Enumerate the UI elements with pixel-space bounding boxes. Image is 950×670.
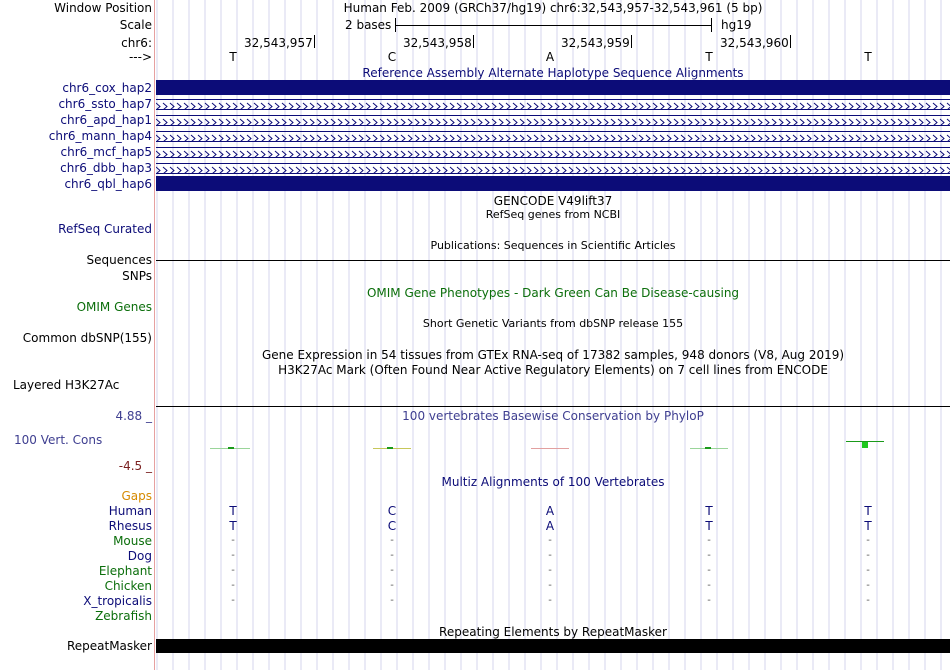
refseq-track-subtitle: RefSeq genes from NCBI — [485, 208, 621, 221]
omim-track-title[interactable]: OMIM Gene Phenotypes - Dark Green Can Be Disease-causing — [366, 286, 740, 300]
haplotype-label-chr6_cox_hap2[interactable]: chr6_cox_hap2 — [62, 81, 152, 95]
scale-bar — [395, 18, 712, 32]
gtex-track-title[interactable]: Gene Expression in 54 tissues from GTEx RNA-seq of 17382 samples, 948 donors (V8, Aug 2019) — [261, 348, 845, 362]
alignment-base: - — [390, 535, 394, 546]
repeatmasker-bar[interactable] — [156, 639, 950, 653]
alignment-base: T — [229, 519, 237, 533]
gaps-label[interactable]: Gaps — [121, 489, 152, 503]
alignment-base: - — [548, 550, 552, 561]
haplotype-alignment-chr6_mann_hap4[interactable] — [156, 131, 950, 142]
haplotype-label-chr6_mann_hap4[interactable]: chr6_mann_hap4 — [48, 129, 152, 143]
haplotype-block-chr6_qbl_hap6[interactable] — [156, 176, 950, 191]
alignment-base: - — [866, 535, 870, 546]
species-label-rhesus[interactable]: Rhesus — [108, 519, 152, 533]
alignment-base: - — [707, 580, 711, 591]
scale-assembly: hg19 — [721, 18, 752, 32]
repeatmasker-track-title[interactable]: Repeating Elements by RepeatMasker — [439, 625, 667, 639]
window-position-label: Window Position — [54, 1, 152, 15]
conservation-max-label: 4.88 _ — [115, 409, 152, 423]
omim-genes-label[interactable]: OMIM Genes — [76, 300, 152, 314]
conservation-label[interactable]: 100 Vert. Cons — [14, 433, 103, 447]
alignment-base: T — [229, 504, 237, 518]
ruler-position-2: 32,543,958 — [403, 36, 472, 50]
conservation-peak — [862, 442, 868, 448]
species-label-mouse[interactable]: Mouse — [113, 534, 152, 548]
ruler-tick — [314, 35, 315, 48]
alignment-base: - — [866, 580, 870, 591]
window-position-value: Human Feb. 2009 (GRCh37/hg19) chr6:32,543,957-32,543,961 (5 bp) — [343, 1, 763, 15]
alignment-base: T — [864, 504, 872, 518]
reference-base: T — [229, 50, 237, 64]
ruler-position-1: 32,543,957 — [244, 36, 313, 50]
haplotype-label-chr6_apd_hap1[interactable]: chr6_apd_hap1 — [60, 113, 152, 127]
ruler-position-3: 32,543,959 — [561, 36, 630, 50]
sequences-line — [156, 260, 950, 261]
scale-value: 2 bases — [345, 18, 392, 32]
haplotype-label-chr6_ssto_hap7[interactable]: chr6_ssto_hap7 — [58, 97, 152, 111]
ruler-tick — [631, 35, 632, 48]
alignment-base: - — [707, 535, 711, 546]
ruler-tick — [473, 35, 474, 48]
common-dbsnp-label[interactable]: Common dbSNP(155) — [22, 331, 152, 345]
species-label-chicken[interactable]: Chicken — [104, 579, 152, 593]
reference-base: T — [705, 50, 713, 64]
alignment-base: T — [705, 519, 713, 533]
haplotype-alignment-chr6_apd_hap1[interactable] — [156, 115, 950, 126]
alignment-base: - — [231, 535, 235, 546]
reference-base: T — [864, 50, 872, 64]
alignment-base: - — [231, 580, 235, 591]
alignment-base: C — [387, 519, 397, 533]
alignment-base: - — [231, 550, 235, 561]
alignment-base: - — [548, 565, 552, 576]
strand-label: ---> — [128, 50, 152, 64]
conservation-mark — [387, 447, 393, 449]
chrom-label: chr6: — [121, 36, 152, 50]
reference-base: A — [545, 50, 555, 64]
layered-h3k27ac-label[interactable]: Layered H3K27Ac — [13, 378, 120, 392]
species-label-dog[interactable]: Dog — [127, 549, 152, 563]
repeatmasker-label[interactable]: RepeatMasker — [66, 639, 152, 653]
alignment-base: - — [390, 550, 394, 561]
dbsnp-track-subtitle: Short Genetic Variants from dbSNP release 155 — [422, 317, 684, 330]
haplotype-label-chr6_qbl_hap6[interactable]: chr6_qbl_hap6 — [64, 177, 152, 191]
alignment-base: - — [866, 595, 870, 606]
alignment-base: - — [707, 565, 711, 576]
species-label-x_tropicalis[interactable]: X_tropicalis — [83, 594, 152, 608]
alignment-base: - — [707, 595, 711, 606]
left-border — [154, 0, 155, 670]
alignment-base: A — [545, 519, 555, 533]
haplotype-alignment-chr6_ssto_hap7[interactable] — [156, 99, 950, 110]
conservation-mark — [228, 447, 234, 449]
scale-label: Scale — [119, 18, 152, 32]
h3k27ac-track-title[interactable]: H3K27Ac Mark (Often Found Near Active Regulatory Elements) on 7 cell lines from ENCODE — [278, 363, 828, 377]
haplotype-alignment-chr6_mcf_hap5[interactable] — [156, 147, 950, 158]
alignment-base: - — [866, 550, 870, 561]
alignment-base: - — [866, 565, 870, 576]
haplotype-label-chr6_dbb_hap3[interactable]: chr6_dbb_hap3 — [60, 161, 152, 175]
gencode-track-title[interactable]: GENCODE V49lift37 — [493, 194, 613, 208]
alignment-base: C — [387, 504, 397, 518]
refseq-curated-label[interactable]: RefSeq Curated — [58, 222, 152, 236]
alignment-base: - — [548, 580, 552, 591]
ruler-tick — [790, 35, 791, 48]
conservation-track-title[interactable]: 100 vertebrates Basewise Conservation by PhyloP — [402, 409, 704, 423]
alignment-base: - — [231, 595, 235, 606]
species-label-elephant[interactable]: Elephant — [98, 564, 152, 578]
haplotype-track-title[interactable]: Reference Assembly Alternate Haplotype Sequence Alignments — [362, 66, 744, 80]
alignment-base: - — [390, 565, 394, 576]
conservation-mark — [705, 447, 711, 449]
alignment-base: - — [548, 535, 552, 546]
alignment-base: - — [390, 595, 394, 606]
alignment-base: T — [705, 504, 713, 518]
alignment-base: - — [231, 565, 235, 576]
alignment-base: - — [707, 550, 711, 561]
alignment-base: T — [864, 519, 872, 533]
haplotype-block-chr6_cox_hap2[interactable] — [156, 80, 950, 95]
conservation-min-label: -4.5 _ — [118, 459, 152, 473]
species-label-zebrafish[interactable]: Zebrafish — [95, 609, 152, 623]
haplotype-label-chr6_mcf_hap5[interactable]: chr6_mcf_hap5 — [60, 145, 152, 159]
haplotype-alignment-chr6_dbb_hap3[interactable] — [156, 163, 950, 174]
conservation-mark — [531, 448, 569, 449]
alignment-base: - — [548, 595, 552, 606]
reference-base: C — [387, 50, 397, 64]
multiz-track-title[interactable]: Multiz Alignments of 100 Vertebrates — [441, 475, 665, 489]
alignment-base: - — [390, 580, 394, 591]
species-label-human[interactable]: Human — [108, 504, 152, 518]
snps-label[interactable]: SNPs — [122, 269, 152, 283]
publications-track-title[interactable]: Publications: Sequences in Scientific Articles — [430, 239, 676, 252]
alignment-base: A — [545, 504, 555, 518]
h3k27ac-baseline — [156, 406, 950, 407]
ruler-position-4: 32,543,960 — [720, 36, 789, 50]
sequences-label[interactable]: Sequences — [86, 253, 152, 267]
